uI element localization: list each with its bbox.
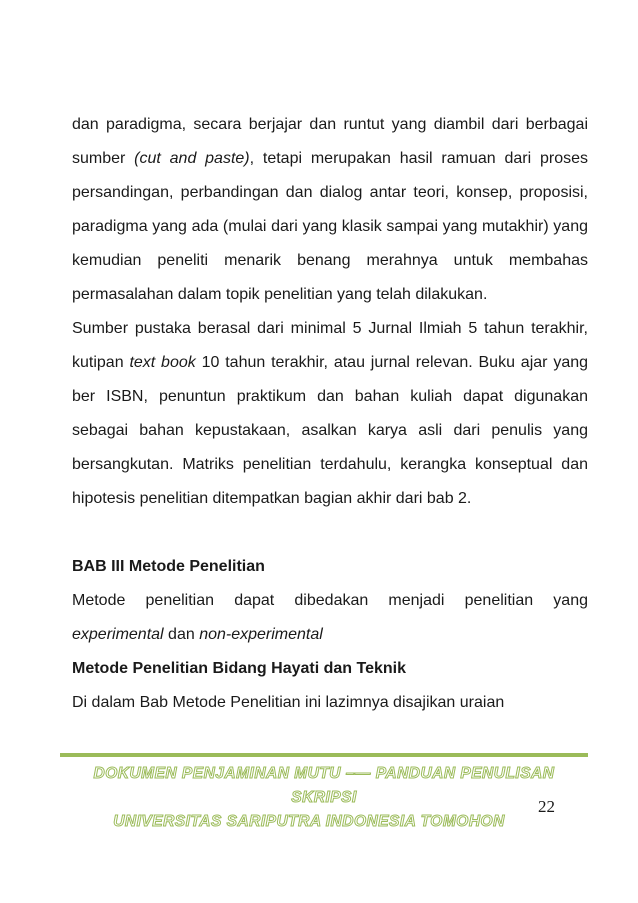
paragraph-text: dan paradigma, secara berjajar dan runtut yang diambil dari berbagai sumber	[72, 116, 588, 167]
paragraph-text: Sumber pustaka berasal dari minimal 5 Jurnal Ilmiah 5 tahun terakhir, kutipan	[72, 320, 588, 371]
italic-term: non-experimental	[199, 626, 323, 643]
subsection-heading: Metode Penelitian Bidang Hayati dan Teknik	[72, 660, 406, 677]
footer-line-2: UNIVERSITAS SARIPUTRA INDONESIA TOMOHON	[113, 813, 505, 830]
paragraph-text: Metode penelitian dapat dibedakan menjadi penelitian yang	[72, 592, 588, 609]
footer-title	[60, 762, 588, 834]
paragraph-text: dan	[163, 626, 200, 643]
italic-term: text book	[129, 354, 196, 371]
paragraph-method-types	[72, 584, 588, 652]
paragraph-method-intro: Di dalam Bab Metode Penelitian ini lazimnya disajikan uraian	[72, 694, 505, 711]
section-heading-bab-3: BAB III Metode Penelitian	[72, 558, 265, 575]
page-number: 22	[538, 797, 555, 816]
paragraph-literature-sources	[72, 312, 588, 516]
page-body	[72, 108, 588, 720]
paragraph-text: 10 tahun terakhir, atau jurnal relevan. Buku ajar yang ber ISBN, penuntun praktikum dan bahan kuliah dapat digunakan sebagai bahan kepustakaan, asalkan karya asli dari penulis yang bersangkutan. Matriks penelitian terdahulu, kerangka konseptual dan hipotesis penelitian ditempatkan bagian akhir dari bab 2.	[72, 354, 589, 507]
footer-line-1: DOKUMEN PENJAMINAN MUTU –— PANDUAN PENULISAN SKRIPSI	[93, 765, 555, 806]
paragraph-text: , tetapi merupakan hasil ramuan dari proses persandingan, perbandingan dan dialog antar teori, konsep, proposisi, paradigma yang ada (mulai dari yang klasik sampai yang mutakhir) yang kemudian peneliti menarik benang merahnya untuk membahas permasalahan dalam topik penelitian yang telah dilakukan.	[72, 150, 589, 303]
italic-term: (cut and paste)	[134, 150, 250, 167]
paragraph-literature-synthesis	[72, 108, 588, 312]
italic-term: experimental	[72, 626, 164, 643]
paragraph-gap	[72, 516, 588, 550]
footer-divider	[60, 753, 588, 757]
